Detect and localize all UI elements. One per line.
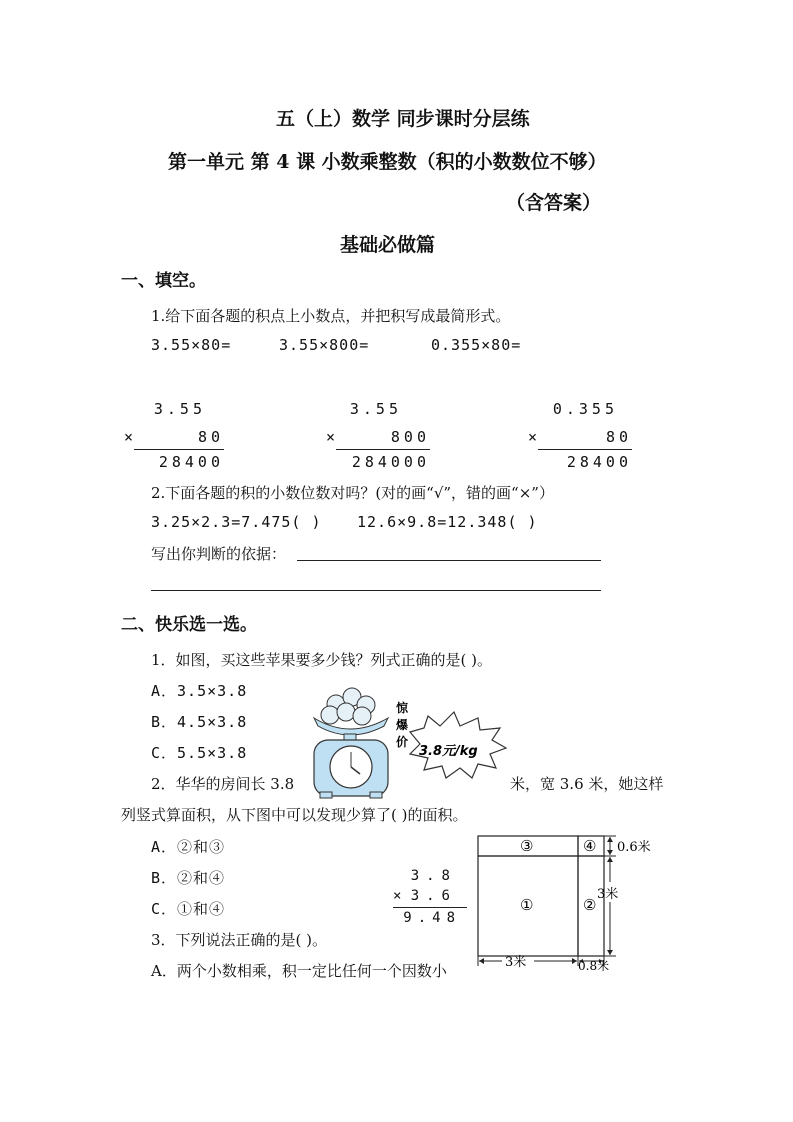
region-3-label: ③ [520,837,534,855]
choice-q1-option-a: A．3.5×3.8 [151,682,248,700]
choice-q2-option-a: A．②和③ [151,838,226,856]
vertical-calc-area [393,868,467,932]
lesson-title: 第一单元 第 4 课 小数乘整数（积的小数数位不够） [168,151,607,173]
choice-q2-option-b: B．②和④ [151,869,226,887]
calc-2-top: 3.55 [349,400,402,418]
choice-q3-prompt: 3．下列说法正确的是( )。 [151,931,328,949]
choice-q1-option-c: C．5.5×3.8 [151,744,248,762]
answer-note: （含答案） [506,192,602,214]
answer-line-1[interactable] [297,560,601,561]
price-label: 3.8元/kg [419,744,478,759]
dim-top-right: 0.6米 [617,840,651,855]
section-heading-choice: 二、快乐选一选。 [121,615,257,635]
choice-q2-prompt-b: 米，宽 3.6 米，她这样 [510,775,664,793]
shout-char-1: 惊 [396,701,409,715]
apples-icon [321,688,375,725]
choice-q3-option-a: A．两个小数相乘，积一定比任何一个因数小 [151,962,447,980]
shout-char-3: 价 [396,735,409,749]
dim-bottom-right: 0.8米 [578,959,610,973]
choice-q2-prompt-a: 2．华华的房间长 3.8 [151,775,295,793]
calc-3-mult: 80 [605,428,632,446]
basis-label: 写出你判断的依据： [151,545,287,563]
vertical-calc-3 [528,400,632,472]
vertical-calc-2 [326,400,430,472]
question-2-prompt: 2.下面各题的积的小数位数对吗？(对的画“√”，错的画“×”） [151,484,554,502]
judge-item-2: 12.6×9.8=12.348( ) [357,513,538,531]
area-calc-op: × [393,888,402,904]
area-calc-line [393,907,467,908]
calc-2-op: × [326,428,336,446]
calc-3-line [538,449,632,450]
area-calc-top: 3.8 [410,868,457,884]
calc-1-top: 3.55 [153,400,206,418]
judge-item-1: 3.25×2.3=7.475( ) [151,513,322,531]
choice-q1-option-b: B．4.5×3.8 [151,713,248,731]
calc-1-result: 28400 [158,453,224,471]
expression-1: 3.55×80= [151,336,232,354]
region-2-label: ② [583,896,597,914]
question-1-prompt: 1.给下面各题的积点上小数点，并把积写成最简形式。 [151,307,511,325]
area-calc-result: 9.48 [403,910,461,926]
shout-char-2: 爆 [396,718,409,732]
calc-3-op: × [528,428,538,446]
calc-1-line [134,449,224,450]
calc-1-op: × [124,428,134,446]
expression-2: 3.55×800= [279,336,370,354]
area-calc-mult: 3.6 [410,888,457,904]
calc-3-result: 28400 [566,453,632,471]
section-heading-fill: 一、填空。 [121,271,206,291]
calc-2-line [336,449,430,450]
apple-scale-illustration [300,682,530,802]
vertical-calc-1 [124,400,224,472]
expression-3: 0.355×80= [431,336,522,354]
calc-2-result: 284000 [351,453,430,471]
calc-3-top: 0.355 [552,400,618,418]
region-4-label: ④ [583,837,597,855]
area-diagram [474,830,651,973]
region-1-label: ① [520,896,534,914]
calc-1-mult: 80 [197,428,224,446]
answer-line-2[interactable] [151,590,601,591]
choice-q1-prompt: 1．如图，买这些苹果要多少钱？列式正确的是( )。 [151,651,493,669]
section-subtitle: 基础必做篇 [340,234,436,256]
calc-2-mult: 800 [390,428,430,446]
choice-q2-option-c: C．①和④ [151,900,226,918]
choice-q2-prompt-line2: 列竖式算面积，从下图中可以发现少算了( )的面积。 [121,806,468,824]
doc-title: 五（上）数学 同步课时分层练 [276,108,530,130]
dim-bottom: 3米 [505,955,527,970]
dim-right: 3米 [597,887,619,902]
